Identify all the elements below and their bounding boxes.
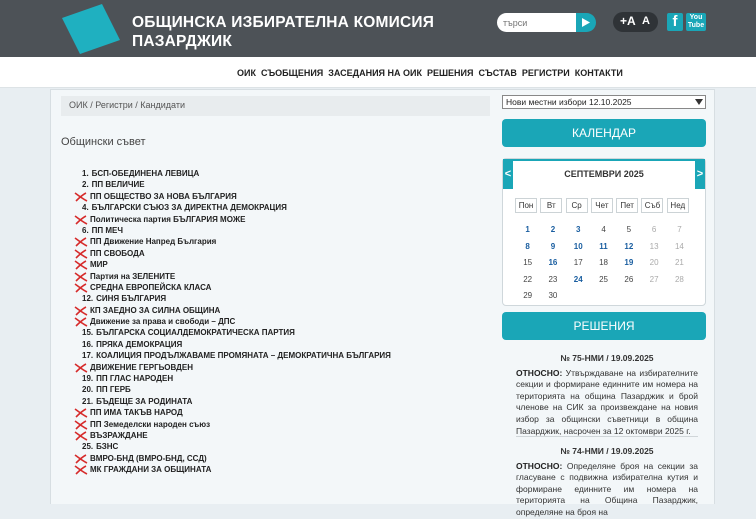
party-name: СИНЯ БЪЛГАРИЯ xyxy=(96,294,167,304)
calendar-day: 7 xyxy=(677,225,682,234)
nav-item[interactable]: СЪОБЩЕНИЯ xyxy=(260,68,324,78)
party-name: ВЪЗРАЖДАНЕ xyxy=(90,430,148,440)
party-item xyxy=(82,350,391,361)
party-item xyxy=(82,259,391,270)
strike-cross-icon xyxy=(74,465,88,475)
calendar-day[interactable]: 2 xyxy=(550,225,556,234)
youtube-icon[interactable] xyxy=(686,13,706,31)
section-title: Общински съвет xyxy=(61,136,146,148)
calendar-day[interactable]: 10 xyxy=(573,241,583,251)
calendar-widget xyxy=(502,158,706,306)
nav-item[interactable]: КОНТАКТИ xyxy=(574,68,623,78)
calendar-day: 15 xyxy=(523,258,533,267)
site-title-line2: ПАЗАРДЖИК xyxy=(132,33,233,50)
party-number: 20. xyxy=(82,385,94,395)
party-item xyxy=(82,214,391,225)
calendar-day[interactable]: 11 xyxy=(599,241,608,251)
nav-item[interactable]: РЕГИСТРИ xyxy=(521,68,570,78)
decision-body xyxy=(516,368,698,438)
decision-text: Определяне броя на секции за гласуване с подвижна избирателна кутия и формиране единните им номера на територията на Община Пазарджик, определяне на броя на xyxy=(516,460,698,517)
party-name: Партия на ЗЕЛЕНИТЕ xyxy=(90,271,176,281)
party-list xyxy=(82,168,391,476)
site-header xyxy=(0,0,756,57)
decision-label: ОТНОСНО: xyxy=(516,460,563,471)
strike-cross-icon xyxy=(74,363,88,373)
font-size-toggle xyxy=(613,12,658,32)
party-name: СРЕДНА ЕВРОПЕЙСКА КЛАСА xyxy=(90,282,212,292)
election-select[interactable] xyxy=(502,95,706,109)
youtube-label-1: You xyxy=(689,14,703,21)
calendar-day: 22 xyxy=(523,274,533,284)
party-name: МК ГРАЖДАНИ ЗА ОБЩИНАТА xyxy=(90,465,212,475)
party-item xyxy=(82,293,391,304)
nav-item[interactable]: ЗАСЕДАНИЯ НА ОИК xyxy=(328,68,422,78)
calendar-day[interactable]: 1 xyxy=(525,225,530,234)
party-item xyxy=(82,419,391,430)
calendar-day[interactable]: 9 xyxy=(550,241,556,251)
decision-item xyxy=(516,353,698,437)
calendar-day[interactable]: 8 xyxy=(525,241,530,251)
site-title-line1: ОБЩИНСКА ИЗБИРАТЕЛНА КОМИСИЯ xyxy=(132,14,435,31)
play-arrow-icon xyxy=(582,18,590,27)
decision-body xyxy=(516,461,698,519)
party-item xyxy=(82,225,391,236)
calendar-day: 6 xyxy=(651,225,657,234)
calendar-grid xyxy=(515,195,692,302)
party-name: БСП-ОБЕДИНЕНА ЛЕВИЦА xyxy=(91,169,200,178)
calendar-day: 14 xyxy=(674,241,684,251)
calendar-week-row xyxy=(515,269,692,286)
site-title[interactable] xyxy=(132,13,434,51)
party-item xyxy=(82,396,391,407)
calendar-weekday-row xyxy=(515,195,692,219)
strike-cross-icon xyxy=(74,306,88,316)
calendar-day: 13 xyxy=(649,241,659,251)
search-box xyxy=(497,13,596,32)
calendar-day: 5 xyxy=(626,225,632,234)
party-number: 12. xyxy=(82,294,94,304)
calendar-week-row xyxy=(515,252,692,269)
strike-cross-icon xyxy=(74,272,88,282)
party-item xyxy=(82,168,391,179)
party-number: 1. xyxy=(82,169,89,178)
calendar-weekday: Ср xyxy=(566,198,588,213)
party-name: ПП МЕЧ xyxy=(91,225,124,235)
nav-item[interactable]: ОИК xyxy=(237,68,256,78)
calendar-day[interactable]: 24 xyxy=(573,274,583,284)
decisions-button[interactable]: РЕШЕНИЯ xyxy=(502,312,706,340)
calendar-day[interactable]: 19 xyxy=(624,258,634,267)
calendar-weekday: Пет xyxy=(616,198,638,213)
calendar-day[interactable]: 12 xyxy=(624,241,634,251)
calendar-weekday: Вт xyxy=(540,198,562,213)
calendar-weekday: Съб xyxy=(641,198,663,213)
calendar-day: 4 xyxy=(601,225,606,234)
election-select-value: Нови местни избори 12.10.2025 xyxy=(506,97,632,107)
party-name: КОАЛИЦИЯ ПРОДЪЛЖАВАМЕ ПРОМЯНАТА – ДЕМОКРАТИЧНА БЪЛГАРИЯ xyxy=(96,351,391,361)
logo-icon[interactable] xyxy=(62,4,120,54)
party-number: 17. xyxy=(82,351,94,361)
party-item xyxy=(82,384,391,395)
party-name: ВМРО-БНД (ВМРО-БНД, ССД) xyxy=(90,453,207,463)
party-number: 16. xyxy=(82,339,94,349)
party-name: ДВИЖЕНИЕ ГЕРГЬОВДЕН xyxy=(90,362,193,372)
party-item xyxy=(82,248,391,259)
font-decrease-button[interactable]: A xyxy=(642,15,650,27)
calendar-day: 17 xyxy=(573,258,583,267)
party-name: ПП ГЕРБ xyxy=(96,385,131,395)
decision-item xyxy=(516,446,698,519)
party-name: БЗНС xyxy=(96,442,119,452)
decision-divider xyxy=(516,436,698,437)
calendar-button[interactable]: КАЛЕНДАР xyxy=(502,119,706,147)
calendar-day[interactable]: 3 xyxy=(576,225,581,234)
party-item xyxy=(82,453,391,464)
decision-title[interactable]: № 74-НМИ / 19.09.2025 xyxy=(560,446,654,456)
strike-cross-icon xyxy=(74,260,88,270)
party-name: МИР xyxy=(90,260,108,270)
party-item xyxy=(82,362,391,373)
calendar-header xyxy=(503,159,705,187)
party-number: 21. xyxy=(82,396,94,406)
calendar-day: 18 xyxy=(599,258,608,267)
strike-cross-icon xyxy=(74,408,88,418)
calendar-day: 21 xyxy=(674,258,684,267)
calendar-month: СЕПТЕМВРИ 2025 xyxy=(564,169,644,179)
strike-cross-icon xyxy=(74,283,88,293)
party-name: ПП Земеделски народен съюз xyxy=(90,419,211,429)
party-name: БЪЛГАРСКИ СЪЮЗ ЗА ДИРЕКТНА ДЕМОКРАЦИЯ xyxy=(91,203,287,213)
facebook-icon[interactable]: f xyxy=(667,13,683,31)
party-number: 25. xyxy=(82,442,94,452)
search-input[interactable] xyxy=(497,13,577,32)
strike-cross-icon xyxy=(74,317,88,327)
calendar-week-row xyxy=(515,219,692,236)
strike-cross-icon xyxy=(74,454,88,464)
nav-item[interactable]: СЪСТАВ xyxy=(478,68,517,78)
party-number: 4. xyxy=(82,203,89,213)
search-button[interactable] xyxy=(576,13,596,32)
party-item xyxy=(82,179,391,190)
party-item xyxy=(82,305,391,316)
party-item xyxy=(82,464,391,475)
decision-text: Утвърждаване на избирателните секции и формиране единните им номера на територията на община Пазарджик и брой членове на СИК за произвеждане на новия избор за общински съветници в община Пазарджик, насрочен за 12 октомври 2025 г. xyxy=(516,367,698,436)
party-item xyxy=(82,407,391,418)
party-name: Движение за права и свободи – ДПС xyxy=(90,317,236,327)
party-item xyxy=(82,327,391,338)
calendar-day: 20 xyxy=(649,258,659,267)
main-nav xyxy=(0,57,756,88)
decision-title[interactable]: № 75-НМИ / 19.09.2025 xyxy=(560,353,654,363)
party-number: 2. xyxy=(82,180,89,190)
calendar-day: 26 xyxy=(624,274,634,284)
strike-cross-icon xyxy=(74,431,88,441)
party-item xyxy=(82,271,391,282)
party-item xyxy=(82,236,391,247)
chevron-down-icon xyxy=(695,99,703,105)
party-name: Политическа партия БЪЛГАРИЯ МОЖЕ xyxy=(90,214,246,224)
strike-cross-icon xyxy=(74,420,88,430)
party-name: ПП ОБЩЕСТВО ЗА НОВА БЪЛГАРИЯ xyxy=(90,191,237,201)
calendar-day: 28 xyxy=(674,274,684,284)
calendar-week-row xyxy=(515,236,692,253)
strike-cross-icon xyxy=(74,237,88,247)
calendar-day: 23 xyxy=(548,274,558,284)
breadcrumb[interactable]: ОИК / Регистри / Кандидати xyxy=(61,96,490,116)
decision-label: ОТНОСНО: xyxy=(516,367,563,378)
calendar-day: 29 xyxy=(523,291,533,300)
party-name: ПП Движение Напред България xyxy=(90,237,217,247)
party-name: ПП ГЛАС НАРОДЕН xyxy=(96,374,174,384)
calendar-prev-button[interactable]: < xyxy=(503,161,513,189)
party-name: ПП СВОБОДА xyxy=(90,248,145,258)
party-item xyxy=(82,373,391,384)
party-name: БЪЛГАРСКА СОЦИАЛДЕМОКРАТИЧЕСКА ПАРТИЯ xyxy=(96,328,295,338)
strike-cross-icon xyxy=(74,249,88,259)
party-item xyxy=(82,191,391,202)
party-name: ПП ВЕЛИЧИЕ xyxy=(91,180,145,190)
strike-cross-icon xyxy=(74,215,88,225)
party-item xyxy=(82,441,391,452)
party-item xyxy=(82,339,391,350)
calendar-weekday: Нед xyxy=(667,198,689,213)
font-increase-button[interactable]: +A xyxy=(620,14,636,28)
calendar-next-button[interactable]: > xyxy=(695,161,705,189)
party-name: БЪДЕЩЕ ЗА РОДИНАТА xyxy=(96,396,193,406)
party-number: 15. xyxy=(82,328,94,338)
calendar-day: 30 xyxy=(548,291,558,300)
calendar-weekday: Пон xyxy=(515,198,537,213)
nav-item[interactable]: РЕШЕНИЯ xyxy=(427,68,474,78)
party-item xyxy=(82,202,391,213)
calendar-week-row xyxy=(515,285,692,302)
party-number: 19. xyxy=(82,374,94,384)
party-item xyxy=(82,430,391,441)
party-number: 6. xyxy=(82,225,89,235)
strike-cross-icon xyxy=(74,192,88,202)
party-item xyxy=(82,282,391,293)
calendar-day[interactable]: 16 xyxy=(548,258,558,267)
nav-items xyxy=(237,68,628,78)
party-item xyxy=(82,316,391,327)
calendar-weekday: Чет xyxy=(591,198,613,213)
party-name: ПП ИМА ТАКЪВ НАРОД xyxy=(90,408,183,418)
youtube-label-2: Tube xyxy=(687,22,705,29)
party-name: ПРЯКА ДЕМОКРАЦИЯ xyxy=(96,339,183,349)
party-name: КП ЗАЕДНО ЗА СИЛНА ОБЩИНА xyxy=(90,305,221,315)
calendar-day: 25 xyxy=(599,274,608,284)
calendar-day: 27 xyxy=(649,274,659,284)
